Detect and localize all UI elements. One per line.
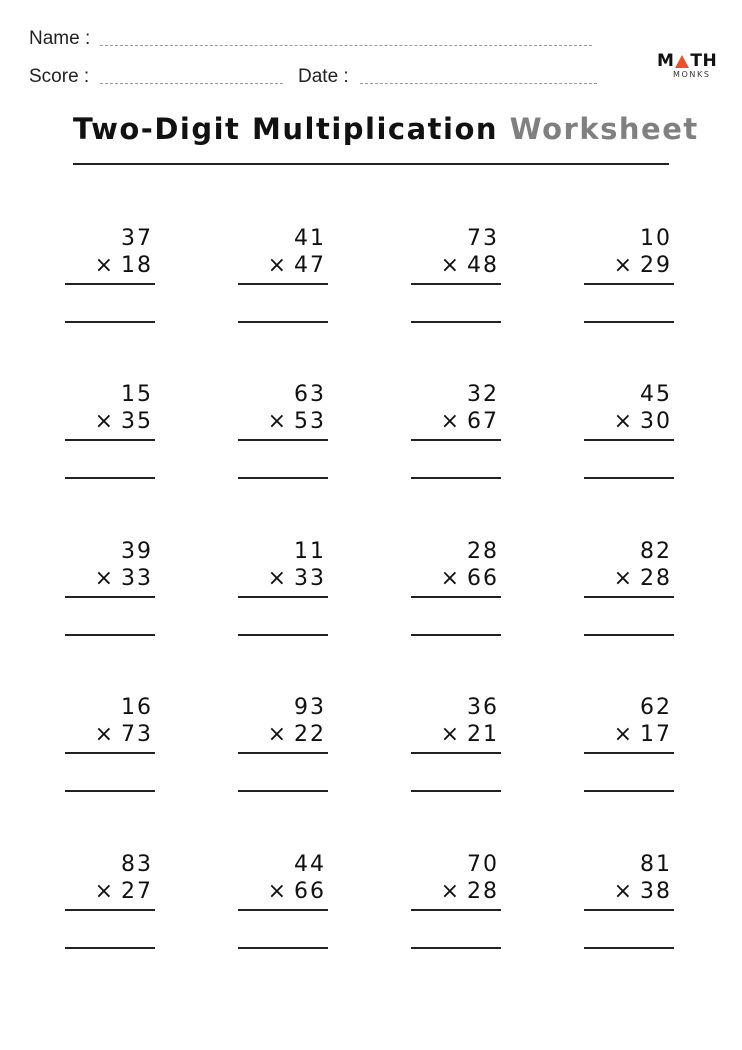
multiplier-row — [95, 566, 153, 591]
multiplicand: 10 — [640, 226, 672, 251]
multiply-sign: × — [267, 409, 288, 434]
multiplier-row — [268, 879, 326, 904]
product-line — [411, 283, 501, 285]
multiplier-row — [268, 253, 326, 278]
answer-line[interactable] — [65, 321, 155, 323]
multiplicand: 44 — [294, 852, 326, 877]
multiply-sign: × — [613, 722, 634, 747]
problem-2 — [236, 226, 328, 336]
multiply-sign: × — [94, 722, 115, 747]
problem-19 — [409, 852, 501, 962]
multiplier: 73 — [121, 722, 153, 747]
logo-text-m: M — [657, 51, 675, 71]
product-line — [411, 596, 501, 598]
multiplier-row — [268, 566, 326, 591]
problem-1 — [63, 226, 155, 336]
logo — [657, 52, 717, 79]
multiplier-row — [441, 722, 499, 747]
multiplier-row — [268, 409, 326, 434]
multiplier-row — [268, 722, 326, 747]
multiply-sign: × — [613, 566, 634, 591]
multiply-sign: × — [94, 879, 115, 904]
multiply-sign: × — [440, 566, 461, 591]
multiplicand: 16 — [121, 695, 153, 720]
answer-line[interactable] — [584, 790, 674, 792]
problem-5 — [63, 382, 155, 492]
problem-8 — [582, 382, 674, 492]
product-line — [584, 752, 674, 754]
multiply-sign: × — [613, 253, 634, 278]
date-label: Date : — [298, 66, 349, 87]
multiplicand: 39 — [121, 539, 153, 564]
multiplier: 33 — [294, 566, 326, 591]
multiplicand: 63 — [294, 382, 326, 407]
product-line — [65, 439, 155, 441]
multiplier: 17 — [640, 722, 672, 747]
multiply-sign: × — [440, 879, 461, 904]
multiplier: 28 — [640, 566, 672, 591]
answer-line[interactable] — [584, 947, 674, 949]
multiply-sign: × — [440, 722, 461, 747]
multiplier-row — [95, 253, 153, 278]
score-label: Score : — [29, 66, 90, 87]
answer-line[interactable] — [411, 477, 501, 479]
logo-subtext: MONKS — [673, 70, 711, 79]
answer-line[interactable] — [584, 634, 674, 636]
multiplier-row — [95, 879, 153, 904]
problem-4 — [582, 226, 674, 336]
multiply-sign: × — [267, 879, 288, 904]
problem-3 — [409, 226, 501, 336]
multiplier: 66 — [294, 879, 326, 904]
multiply-sign: × — [440, 409, 461, 434]
multiplicand: 37 — [121, 226, 153, 251]
problem-9 — [63, 539, 155, 649]
product-line — [238, 909, 328, 911]
multiplier-row — [614, 722, 672, 747]
multiplier: 28 — [467, 879, 499, 904]
title-divider — [73, 163, 669, 165]
multiplicand: 15 — [121, 382, 153, 407]
product-line — [584, 283, 674, 285]
answer-line[interactable] — [411, 947, 501, 949]
multiplier: 22 — [294, 722, 326, 747]
product-line — [238, 752, 328, 754]
multiplier-row — [95, 722, 153, 747]
multiplier: 27 — [121, 879, 153, 904]
multiply-sign: × — [613, 409, 634, 434]
multiply-sign: × — [94, 409, 115, 434]
multiplier-row — [441, 409, 499, 434]
multiplier: 33 — [121, 566, 153, 591]
answer-line[interactable] — [238, 477, 328, 479]
answer-line[interactable] — [65, 477, 155, 479]
score-line[interactable] — [100, 83, 283, 84]
multiplicand: 32 — [467, 382, 499, 407]
answer-line[interactable] — [411, 321, 501, 323]
multiply-sign: × — [267, 566, 288, 591]
multiplier-row — [614, 879, 672, 904]
problem-17 — [63, 852, 155, 962]
title-accent: Worksheet — [509, 112, 699, 146]
multiply-sign: × — [267, 722, 288, 747]
multiplier: 18 — [121, 253, 153, 278]
problem-14 — [236, 695, 328, 805]
multiplier-row — [441, 253, 499, 278]
answer-line[interactable] — [584, 477, 674, 479]
name-line[interactable] — [100, 45, 592, 46]
multiplicand: 28 — [467, 539, 499, 564]
answer-line[interactable] — [584, 321, 674, 323]
answer-line[interactable] — [65, 790, 155, 792]
multiplicand: 11 — [294, 539, 326, 564]
multiplier: 38 — [640, 879, 672, 904]
multiplicand: 62 — [640, 695, 672, 720]
multiply-sign: × — [94, 566, 115, 591]
date-line[interactable] — [360, 83, 597, 84]
multiplier: 29 — [640, 253, 672, 278]
product-line — [65, 283, 155, 285]
problem-12 — [582, 539, 674, 649]
answer-line[interactable] — [238, 321, 328, 323]
product-line — [238, 439, 328, 441]
multiplicand: 45 — [640, 382, 672, 407]
answer-line[interactable] — [65, 634, 155, 636]
multiply-sign: × — [267, 253, 288, 278]
product-line — [411, 439, 501, 441]
problem-13 — [63, 695, 155, 805]
multiply-sign: × — [94, 253, 115, 278]
triangle-icon — [675, 55, 689, 68]
multiplier: 21 — [467, 722, 499, 747]
multiplicand: 93 — [294, 695, 326, 720]
answer-line[interactable] — [65, 947, 155, 949]
problem-15 — [409, 695, 501, 805]
page-title — [73, 112, 699, 160]
product-line — [411, 909, 501, 911]
product-line — [65, 909, 155, 911]
product-line — [65, 596, 155, 598]
answer-line[interactable] — [411, 634, 501, 636]
logo-text-th: TH — [690, 51, 718, 71]
answer-line[interactable] — [238, 790, 328, 792]
product-line — [411, 752, 501, 754]
multiplicand: 73 — [467, 226, 499, 251]
multiplier-row — [614, 566, 672, 591]
multiplier: 35 — [121, 409, 153, 434]
multiplier-row — [614, 253, 672, 278]
product-line — [65, 752, 155, 754]
multiplier-row — [95, 409, 153, 434]
multiplier-row — [614, 409, 672, 434]
multiplier: 67 — [467, 409, 499, 434]
problem-16 — [582, 695, 674, 805]
problem-7 — [409, 382, 501, 492]
answer-line[interactable] — [238, 634, 328, 636]
product-line — [584, 439, 674, 441]
multiplier: 47 — [294, 253, 326, 278]
answer-line[interactable] — [411, 790, 501, 792]
name-label: Name : — [29, 28, 91, 49]
problem-11 — [409, 539, 501, 649]
problem-10 — [236, 539, 328, 649]
multiply-sign: × — [613, 879, 634, 904]
problem-6 — [236, 382, 328, 492]
multiplicand: 82 — [640, 539, 672, 564]
product-line — [584, 909, 674, 911]
multiplicand: 36 — [467, 695, 499, 720]
multiplicand: 83 — [121, 852, 153, 877]
answer-line[interactable] — [238, 947, 328, 949]
multiplier: 48 — [467, 253, 499, 278]
multiplier-row — [441, 566, 499, 591]
product-line — [584, 596, 674, 598]
multiplier-row — [441, 879, 499, 904]
multiplier: 53 — [294, 409, 326, 434]
problem-18 — [236, 852, 328, 962]
product-line — [238, 596, 328, 598]
multiplier: 30 — [640, 409, 672, 434]
product-line — [238, 283, 328, 285]
multiplicand: 70 — [467, 852, 499, 877]
title-main: Two-Digit Multiplication — [73, 112, 499, 146]
multiplier: 66 — [467, 566, 499, 591]
multiplicand: 41 — [294, 226, 326, 251]
problem-20 — [582, 852, 674, 962]
multiply-sign: × — [440, 253, 461, 278]
multiplicand: 81 — [640, 852, 672, 877]
